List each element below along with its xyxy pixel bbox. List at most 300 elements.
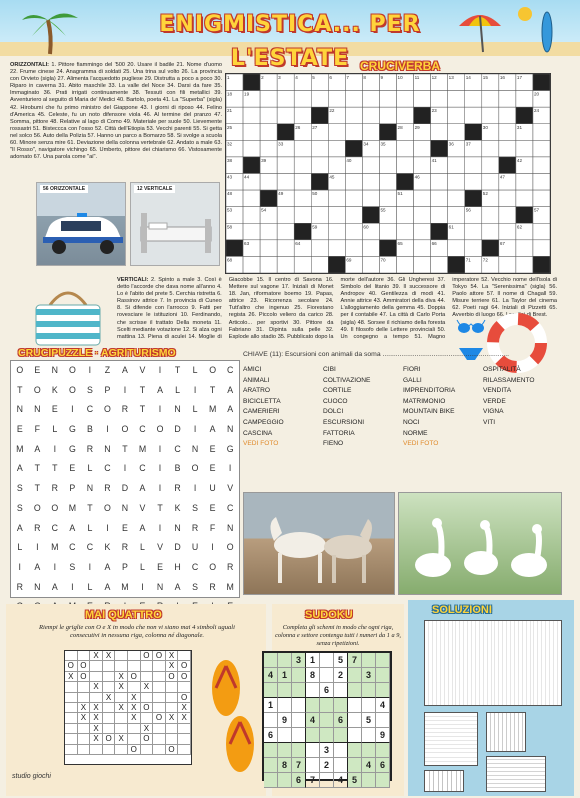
crucipuzzle-letter[interactable]: A bbox=[139, 522, 146, 533]
crucipuzzle-letter[interactable]: H bbox=[174, 561, 181, 572]
mai-quattro-cell[interactable] bbox=[103, 724, 116, 734]
crossword-cell[interactable] bbox=[311, 240, 328, 257]
crucipuzzle-letter[interactable]: E bbox=[157, 561, 163, 572]
crossword-cell[interactable] bbox=[277, 240, 294, 257]
crucipuzzle-letter[interactable]: M bbox=[138, 443, 147, 454]
crucipuzzle-letter[interactable]: L bbox=[192, 404, 198, 415]
sudoku-cell[interactable] bbox=[292, 713, 306, 728]
crucipuzzle-letter[interactable]: O bbox=[104, 404, 111, 415]
crucipuzzle-letter[interactable]: C bbox=[104, 463, 111, 474]
sudoku-cell[interactable] bbox=[278, 743, 292, 758]
crucipuzzle-letter[interactable]: I bbox=[228, 463, 232, 474]
sudoku-grid[interactable] bbox=[262, 651, 392, 785]
crucipuzzle-letter[interactable]: L bbox=[17, 542, 23, 553]
crossword-cell[interactable] bbox=[465, 174, 482, 191]
crossword-cell[interactable] bbox=[243, 107, 260, 124]
sudoku-cell[interactable] bbox=[348, 683, 362, 698]
crucipuzzle-letter[interactable]: I bbox=[106, 424, 109, 435]
crucipuzzle-letter[interactable]: L bbox=[87, 463, 93, 474]
mai-quattro-cell[interactable] bbox=[166, 693, 179, 703]
crossword-cell[interactable] bbox=[277, 174, 294, 191]
crucipuzzle-letter[interactable]: I bbox=[193, 424, 197, 435]
sudoku-cell[interactable] bbox=[264, 743, 278, 758]
crucipuzzle-letter[interactable]: I bbox=[193, 483, 197, 494]
crossword-cell[interactable] bbox=[397, 207, 414, 224]
crossword-cell[interactable] bbox=[465, 157, 482, 174]
crucipuzzle-letter[interactable]: I bbox=[158, 522, 162, 533]
crucipuzzle-letter[interactable]: L bbox=[192, 365, 198, 375]
mai-quattro-cell[interactable] bbox=[115, 661, 128, 671]
crucipuzzle-letter[interactable]: A bbox=[227, 404, 234, 415]
sudoku-cell[interactable] bbox=[264, 653, 278, 668]
mai-quattro-cell[interactable] bbox=[141, 661, 154, 671]
crossword-cell[interactable] bbox=[243, 190, 260, 207]
crucipuzzle-letter[interactable]: N bbox=[156, 581, 164, 592]
crucipuzzle-letter[interactable]: I bbox=[71, 581, 74, 592]
crucipuzzle-letter[interactable]: N bbox=[174, 522, 181, 533]
crossword-cell[interactable] bbox=[260, 91, 277, 108]
crossword-grid[interactable] bbox=[225, 73, 551, 274]
crucipuzzle-letter[interactable]: G bbox=[226, 443, 234, 454]
sudoku-cell[interactable] bbox=[348, 713, 362, 728]
mai-quattro-cell[interactable] bbox=[178, 724, 191, 734]
crossword-cell[interactable] bbox=[362, 256, 379, 273]
crucipuzzle-letter[interactable]: T bbox=[52, 463, 58, 474]
crossword-cell[interactable] bbox=[414, 207, 431, 224]
mai-quattro-cell[interactable] bbox=[141, 745, 154, 755]
sudoku-cell[interactable] bbox=[278, 683, 292, 698]
crucipuzzle-letter[interactable]: P bbox=[122, 561, 128, 572]
crossword-cell[interactable] bbox=[397, 223, 414, 240]
crucipuzzle-letter[interactable]: V bbox=[139, 365, 146, 375]
sudoku-cell[interactable] bbox=[306, 758, 320, 773]
crossword-cell[interactable] bbox=[533, 124, 550, 141]
crossword-cell[interactable] bbox=[448, 174, 465, 191]
crossword-cell[interactable] bbox=[431, 256, 448, 273]
crossword-cell[interactable] bbox=[362, 124, 379, 141]
crucipuzzle-letter[interactable]: O bbox=[104, 502, 111, 513]
crossword-cell[interactable] bbox=[294, 174, 311, 191]
crucipuzzle-letter[interactable]: S bbox=[16, 483, 23, 494]
crossword-cell[interactable] bbox=[294, 140, 311, 157]
mai-quattro-cell[interactable] bbox=[65, 734, 78, 744]
crucipuzzle-letter[interactable]: L bbox=[52, 424, 58, 435]
mai-quattro-cell[interactable] bbox=[65, 682, 78, 692]
sudoku-cell[interactable] bbox=[376, 653, 390, 668]
crossword-cell[interactable] bbox=[397, 91, 414, 108]
crossword-cell[interactable] bbox=[362, 91, 379, 108]
mai-quattro-cell[interactable] bbox=[78, 693, 91, 703]
crucipuzzle-letter[interactable]: R bbox=[191, 522, 199, 533]
crucipuzzle-letter[interactable]: I bbox=[123, 384, 127, 395]
mai-quattro-cell[interactable] bbox=[141, 693, 154, 703]
sudoku-cell[interactable] bbox=[376, 683, 390, 698]
crossword-cell[interactable] bbox=[414, 240, 431, 257]
mai-quattro-cell[interactable] bbox=[115, 745, 128, 755]
sudoku-cell[interactable] bbox=[362, 773, 376, 788]
crossword-cell[interactable] bbox=[362, 174, 379, 191]
crucipuzzle-letter[interactable]: N bbox=[34, 404, 41, 415]
mai-quattro-cell[interactable] bbox=[65, 713, 78, 723]
crossword-cell[interactable] bbox=[482, 223, 499, 240]
crossword-cell[interactable] bbox=[448, 91, 465, 108]
mai-quattro-cell[interactable] bbox=[141, 672, 154, 682]
mai-quattro-cell[interactable] bbox=[103, 703, 116, 713]
crossword-cell[interactable] bbox=[379, 91, 396, 108]
mai-quattro-cell[interactable] bbox=[128, 651, 141, 661]
crucipuzzle-letter[interactable]: N bbox=[226, 424, 234, 435]
crossword-cell[interactable] bbox=[243, 140, 260, 157]
mai-quattro-cell[interactable] bbox=[128, 734, 141, 744]
mai-quattro-cell[interactable] bbox=[178, 682, 191, 692]
crucipuzzle-letter[interactable]: C bbox=[86, 542, 94, 553]
crucipuzzle-letter[interactable]: C bbox=[139, 424, 146, 435]
crossword-cell[interactable] bbox=[431, 190, 448, 207]
crucipuzzle-letter[interactable]: O bbox=[209, 561, 217, 572]
crossword-cell[interactable] bbox=[243, 256, 260, 273]
sudoku-cell[interactable] bbox=[278, 653, 292, 668]
crossword-cell[interactable] bbox=[260, 107, 277, 124]
crossword-cell[interactable] bbox=[277, 157, 294, 174]
sudoku-cell[interactable] bbox=[362, 653, 376, 668]
crucipuzzle-letter[interactable]: O bbox=[33, 384, 41, 395]
crucipuzzle-letter[interactable]: T bbox=[34, 483, 40, 494]
crucipuzzle-letter[interactable]: N bbox=[51, 365, 58, 375]
crucipuzzle-letter[interactable]: I bbox=[193, 384, 197, 395]
crossword-cell[interactable] bbox=[499, 140, 516, 157]
mai-quattro-cell[interactable] bbox=[178, 651, 191, 661]
crossword-cell[interactable] bbox=[533, 223, 550, 240]
crossword-cell[interactable] bbox=[482, 140, 499, 157]
mai-quattro-cell[interactable] bbox=[78, 651, 91, 661]
crossword-cell[interactable] bbox=[397, 107, 414, 124]
crossword-cell[interactable] bbox=[499, 91, 516, 108]
crucipuzzle-letter[interactable]: E bbox=[51, 404, 58, 415]
crucipuzzle-letter[interactable]: R bbox=[121, 404, 129, 415]
crucipuzzle-letter[interactable]: R bbox=[121, 542, 129, 553]
crossword-cell[interactable] bbox=[362, 190, 379, 207]
crossword-cell[interactable] bbox=[328, 240, 345, 257]
crucipuzzle-letter[interactable]: Z bbox=[104, 365, 111, 375]
sudoku-cell[interactable] bbox=[362, 728, 376, 743]
crucipuzzle-letter[interactable]: G bbox=[68, 424, 76, 435]
mai-quattro-cell[interactable] bbox=[153, 661, 166, 671]
crucipuzzle-letter[interactable]: T bbox=[209, 384, 216, 395]
crucipuzzle-letter[interactable]: I bbox=[71, 404, 74, 415]
sudoku-cell[interactable] bbox=[348, 698, 362, 713]
mai-quattro-cell[interactable] bbox=[78, 724, 91, 734]
crossword-cell[interactable] bbox=[294, 256, 311, 273]
mai-quattro-cell[interactable] bbox=[153, 703, 166, 713]
crucipuzzle-letter[interactable]: T bbox=[34, 463, 40, 474]
crucipuzzle-letter[interactable]: S bbox=[69, 561, 76, 572]
crossword-cell[interactable] bbox=[362, 107, 379, 124]
mai-quattro-cell[interactable] bbox=[103, 682, 116, 692]
crucipuzzle-letter[interactable]: T bbox=[139, 384, 146, 395]
sudoku-cell[interactable] bbox=[320, 698, 334, 713]
crucipuzzle-letter[interactable]: E bbox=[16, 424, 23, 435]
crossword-cell[interactable] bbox=[311, 256, 328, 273]
crucipuzzle-letter[interactable]: N bbox=[174, 404, 181, 415]
crucipuzzle-letter[interactable]: L bbox=[87, 522, 93, 533]
sudoku-cell[interactable] bbox=[348, 668, 362, 683]
crucipuzzle-letter[interactable]: A bbox=[16, 463, 23, 474]
crucipuzzle-letter[interactable]: I bbox=[53, 561, 57, 572]
crossword-cell[interactable] bbox=[448, 190, 465, 207]
crossword-cell[interactable] bbox=[499, 190, 516, 207]
crucipuzzle-letter[interactable]: M bbox=[16, 443, 24, 454]
crucipuzzle-letter[interactable]: T bbox=[87, 502, 93, 513]
crossword-cell[interactable] bbox=[311, 140, 328, 157]
crossword-cell[interactable] bbox=[260, 240, 277, 257]
crossword-cell[interactable] bbox=[379, 223, 396, 240]
mai-quattro-cell[interactable] bbox=[65, 693, 78, 703]
crossword-cell[interactable] bbox=[345, 190, 362, 207]
crucipuzzle-letter[interactable]: C bbox=[226, 502, 234, 513]
crucipuzzle-letter[interactable]: I bbox=[158, 443, 162, 454]
crucipuzzle-letter[interactable]: F bbox=[209, 522, 216, 533]
crossword-cell[interactable] bbox=[499, 207, 516, 224]
crucipuzzle-letter[interactable]: O bbox=[226, 542, 234, 553]
crossword-cell[interactable] bbox=[482, 91, 499, 108]
crucipuzzle-letter[interactable]: E bbox=[34, 365, 41, 375]
crossword-cell[interactable] bbox=[311, 157, 328, 174]
sudoku-cell[interactable] bbox=[334, 728, 348, 743]
crucipuzzle-letter[interactable]: P bbox=[69, 483, 76, 494]
crucipuzzle-letter[interactable]: G bbox=[68, 443, 76, 454]
sudoku-cell[interactable] bbox=[362, 683, 376, 698]
crucipuzzle-letter[interactable]: A bbox=[209, 424, 216, 435]
mai-quattro-cell[interactable] bbox=[153, 724, 166, 734]
crossword-cell[interactable] bbox=[243, 124, 260, 141]
crossword-cell[interactable] bbox=[431, 91, 448, 108]
crucipuzzle-letter[interactable]: T bbox=[17, 384, 23, 395]
crossword-cell[interactable] bbox=[345, 207, 362, 224]
crossword-cell[interactable] bbox=[243, 223, 260, 240]
crucipuzzle-letter[interactable]: M bbox=[51, 542, 59, 553]
crucipuzzle-letter[interactable]: I bbox=[158, 365, 162, 375]
crossword-cell[interactable] bbox=[345, 240, 362, 257]
crossword-cell[interactable] bbox=[448, 124, 465, 141]
mai-quattro-cell[interactable] bbox=[153, 734, 166, 744]
crucipuzzle-letter[interactable]: I bbox=[123, 463, 127, 474]
sudoku-cell[interactable] bbox=[292, 668, 306, 683]
mai-quattro-cell[interactable] bbox=[90, 693, 103, 703]
crucipuzzle-letter[interactable]: R bbox=[34, 522, 41, 533]
crucipuzzle-letter[interactable]: N bbox=[191, 443, 199, 454]
crucipuzzle-letter[interactable]: A bbox=[122, 365, 128, 375]
sudoku-cell[interactable] bbox=[278, 773, 292, 788]
crucipuzzle-letter[interactable]: V bbox=[227, 483, 234, 494]
crucipuzzle-letter[interactable]: B bbox=[174, 463, 181, 474]
mai-quattro-cell[interactable] bbox=[65, 745, 78, 755]
crucipuzzle-letter[interactable]: O bbox=[191, 463, 199, 474]
crucipuzzle-letter[interactable]: I bbox=[53, 443, 57, 454]
crucipuzzle-letter[interactable]: I bbox=[211, 542, 214, 553]
crucipuzzle-letter[interactable]: I bbox=[141, 581, 144, 592]
crossword-cell[interactable] bbox=[448, 207, 465, 224]
crucipuzzle-letter[interactable]: A bbox=[34, 561, 41, 572]
sudoku-cell[interactable] bbox=[306, 743, 320, 758]
sudoku-cell[interactable] bbox=[320, 668, 334, 683]
crucipuzzle-letter[interactable]: I bbox=[36, 542, 39, 553]
crucipuzzle-letter[interactable]: L bbox=[140, 542, 145, 553]
crucipuzzle-letter[interactable]: N bbox=[16, 404, 23, 415]
crossword-cell[interactable] bbox=[345, 223, 362, 240]
mai-quattro-cell[interactable] bbox=[65, 703, 78, 713]
crossword-cell[interactable] bbox=[465, 240, 482, 257]
crossword-cell[interactable] bbox=[328, 207, 345, 224]
crossword-cell[interactable] bbox=[465, 223, 482, 240]
sudoku-cell[interactable] bbox=[292, 728, 306, 743]
sudoku-cell[interactable] bbox=[334, 758, 348, 773]
sudoku-cell[interactable] bbox=[278, 728, 292, 743]
mai-quattro-cell[interactable] bbox=[115, 713, 128, 723]
crossword-cell[interactable] bbox=[516, 174, 533, 191]
crucipuzzle-letter[interactable]: N bbox=[34, 581, 41, 592]
crossword-cell[interactable] bbox=[533, 157, 550, 174]
crucipuzzle-letter[interactable]: N bbox=[86, 483, 94, 494]
crucipuzzle-letter[interactable]: E bbox=[209, 443, 216, 454]
crucipuzzle-letter[interactable]: N bbox=[104, 443, 111, 454]
crossword-cell[interactable] bbox=[533, 174, 550, 191]
sudoku-cell[interactable] bbox=[376, 668, 390, 683]
mai-quattro-cell[interactable] bbox=[90, 745, 103, 755]
crossword-cell[interactable] bbox=[260, 124, 277, 141]
crossword-cell[interactable] bbox=[294, 190, 311, 207]
sudoku-cell[interactable] bbox=[264, 683, 278, 698]
crucipuzzle-letter[interactable]: S bbox=[86, 384, 93, 395]
crucipuzzle-letter[interactable]: R bbox=[104, 483, 111, 494]
crucipuzzle-letter[interactable]: E bbox=[209, 502, 216, 513]
crucipuzzle-letter[interactable]: A bbox=[227, 384, 234, 395]
crossword-cell[interactable] bbox=[260, 256, 277, 273]
crucipuzzle-letter[interactable]: F bbox=[34, 424, 40, 435]
crossword-cell[interactable] bbox=[277, 107, 294, 124]
crucipuzzle-letter[interactable]: O bbox=[51, 502, 59, 513]
crossword-cell[interactable] bbox=[533, 140, 550, 157]
crossword-cell[interactable] bbox=[277, 91, 294, 108]
crucipuzzle-letter[interactable]: B bbox=[86, 424, 93, 435]
mai-quattro-cell[interactable] bbox=[153, 682, 166, 692]
sudoku-cell[interactable] bbox=[292, 698, 306, 713]
crossword-cell[interactable] bbox=[362, 240, 379, 257]
crucipuzzle-letter[interactable]: A bbox=[104, 561, 111, 572]
mai-quattro-cell[interactable] bbox=[178, 734, 191, 744]
crossword-cell[interactable] bbox=[294, 157, 311, 174]
crossword-cell[interactable] bbox=[516, 240, 533, 257]
crucipuzzle-letter[interactable]: I bbox=[88, 561, 92, 572]
sudoku-cell[interactable] bbox=[264, 713, 278, 728]
crucipuzzle-letter[interactable]: U bbox=[191, 542, 199, 553]
mai-quattro-cell[interactable] bbox=[153, 745, 166, 755]
crossword-cell[interactable] bbox=[345, 124, 362, 141]
crucipuzzle-letter[interactable]: R bbox=[226, 561, 234, 572]
crossword-cell[interactable] bbox=[499, 256, 516, 273]
crucipuzzle-letter[interactable]: C bbox=[191, 561, 199, 572]
crossword-cell[interactable] bbox=[311, 91, 328, 108]
sudoku-cell[interactable] bbox=[264, 758, 278, 773]
mai-quattro-cell[interactable] bbox=[128, 724, 141, 734]
crucipuzzle-letter[interactable]: I bbox=[88, 365, 92, 375]
sudoku-cell[interactable] bbox=[334, 698, 348, 713]
crossword-cell[interactable] bbox=[277, 207, 294, 224]
crossword-cell[interactable] bbox=[516, 91, 533, 108]
crucipuzzle-letter[interactable]: T bbox=[139, 404, 146, 415]
crossword-cell[interactable] bbox=[482, 107, 499, 124]
sudoku-cell[interactable] bbox=[348, 743, 362, 758]
crucipuzzle-letter[interactable]: A bbox=[51, 581, 58, 592]
crucipuzzle-letter[interactable]: I bbox=[158, 463, 162, 474]
mai-quattro-cell[interactable] bbox=[78, 745, 91, 755]
crossword-cell[interactable] bbox=[345, 174, 362, 191]
crucipuzzle-letter[interactable]: A bbox=[139, 483, 146, 494]
crossword-cell[interactable] bbox=[465, 91, 482, 108]
crucipuzzle-letter[interactable]: E bbox=[122, 522, 128, 533]
crossword-cell[interactable] bbox=[328, 91, 345, 108]
mai-quattro-cell[interactable] bbox=[115, 724, 128, 734]
crossword-cell[interactable] bbox=[379, 157, 396, 174]
crucipuzzle-letter[interactable]: K bbox=[51, 384, 58, 395]
crossword-cell[interactable] bbox=[311, 207, 328, 224]
crucipuzzle-letter[interactable]: O bbox=[68, 384, 76, 395]
sudoku-cell[interactable] bbox=[306, 698, 320, 713]
crossword-cell[interactable] bbox=[516, 256, 533, 273]
sudoku-cell[interactable] bbox=[376, 713, 390, 728]
mai-quattro-cell[interactable] bbox=[166, 682, 179, 692]
crucipuzzle-letter[interactable]: C bbox=[139, 463, 146, 474]
crossword-cell[interactable] bbox=[260, 174, 277, 191]
sudoku-cell[interactable] bbox=[278, 698, 292, 713]
crucipuzzle-letter[interactable]: A bbox=[104, 581, 111, 592]
crossword-cell[interactable] bbox=[414, 140, 431, 157]
crossword-cell[interactable] bbox=[294, 107, 311, 124]
crossword-cell[interactable] bbox=[379, 174, 396, 191]
crucipuzzle-letter[interactable]: M bbox=[208, 404, 217, 415]
crucipuzzle-letter[interactable]: A bbox=[69, 522, 76, 533]
crucipuzzle-letter[interactable]: T bbox=[122, 443, 128, 454]
mai-quattro-cell[interactable] bbox=[65, 724, 78, 734]
crossword-cell[interactable] bbox=[379, 190, 396, 207]
mai-quattro-cell[interactable] bbox=[178, 745, 191, 755]
crucipuzzle-letter[interactable]: C bbox=[69, 542, 76, 553]
crucipuzzle-letter[interactable]: A bbox=[34, 443, 41, 454]
crucipuzzle-letter[interactable]: L bbox=[140, 561, 145, 572]
crucipuzzle-letter[interactable]: S bbox=[192, 502, 199, 513]
mai-quattro-cell[interactable] bbox=[128, 661, 141, 671]
crucipuzzle-letter[interactable]: S bbox=[192, 581, 199, 592]
sudoku-cell[interactable] bbox=[320, 728, 334, 743]
crossword-cell[interactable] bbox=[328, 190, 345, 207]
crossword-cell[interactable] bbox=[328, 124, 345, 141]
sudoku-cell[interactable] bbox=[362, 743, 376, 758]
crucipuzzle-letter[interactable]: O bbox=[68, 365, 76, 375]
crucipuzzle-letter[interactable]: M bbox=[68, 502, 77, 513]
crucipuzzle-letter[interactable]: O bbox=[16, 365, 24, 375]
crossword-cell[interactable] bbox=[414, 91, 431, 108]
crucipuzzle-letter[interactable]: R bbox=[51, 483, 58, 494]
crossword-cell[interactable] bbox=[277, 223, 294, 240]
crossword-cell[interactable] bbox=[397, 140, 414, 157]
mai-quattro-cell[interactable] bbox=[90, 661, 103, 671]
sudoku-cell[interactable] bbox=[292, 743, 306, 758]
crucipuzzle-letter[interactable]: C bbox=[174, 443, 181, 454]
crucipuzzle-letter[interactable]: C bbox=[51, 522, 58, 533]
sudoku-cell[interactable] bbox=[306, 728, 320, 743]
mai-quattro-cell[interactable] bbox=[103, 672, 116, 682]
crucipuzzle-letter[interactable]: D bbox=[174, 542, 181, 553]
crucipuzzle-letter[interactable]: E bbox=[69, 463, 76, 474]
